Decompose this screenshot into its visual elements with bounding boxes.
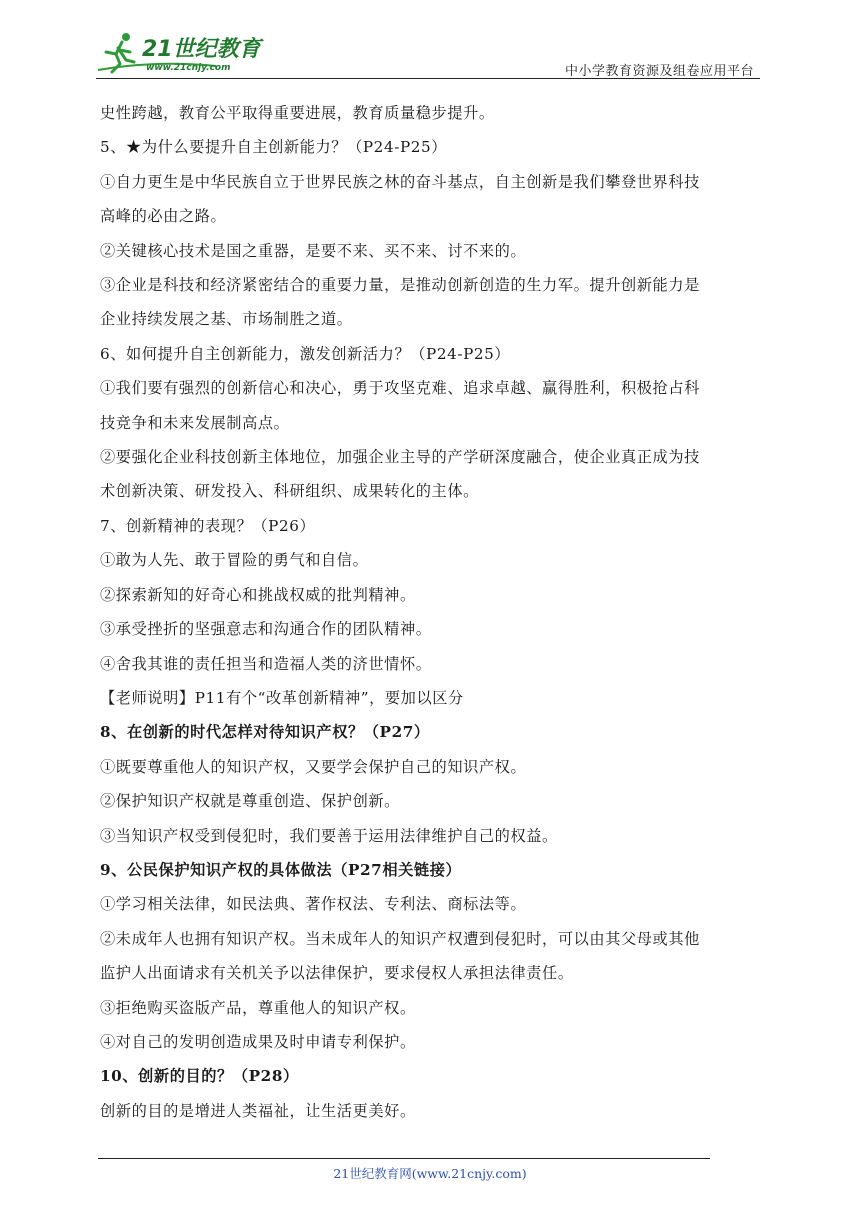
text-line: ②探索新知的好奇心和挑战权威的批判精神。 [100,585,416,604]
text-line: 创新的目的是增进人类福祉，让生活更美好。 [100,1101,416,1120]
text-line: ②保护知识产权就是尊重创造、保护创新。 [100,792,400,811]
text-line: 高峰的必由之路。 [100,207,227,226]
text-line: 5、★为什么要提升自主创新能力？（P24-P25） [100,138,448,157]
text-line: 企业持续发展之基、市场制胜之道。 [100,310,353,329]
text-line: 史性跨越，教育公平取得重要进展，教育质量稳步提升。 [100,104,495,122]
text-line: ②未成年人也拥有知识产权。当未成年人的知识产权遭到侵犯时，可以由其父母或其他 [100,929,700,948]
section-heading: 8、在创新的时代怎样对待知识产权？（P27） [100,723,430,742]
page-header [96,24,760,80]
text-line: ②要强化企业科技创新主体地位，加强企业主导的产学研深度融合，使企业真正成为技 [100,448,700,467]
text-line: ①自力更生是中华民族自立于世界民族之林的奋斗基点，自主创新是我们攀登世界科技 [100,172,700,191]
text-line: ④对自己的发明创造成果及时申请专利保护。 [100,1032,416,1051]
text-line: ③承受挫折的坚强意志和沟通合作的团队精神。 [100,620,432,639]
svg-text:21世纪教育: 21世纪教育 [142,37,261,62]
platform-name: 中小学教育资源及组卷应用平台 [564,64,754,79]
text-line: 7、创新精神的表现？（P26） [100,516,316,535]
text-line: ④舍我其谁的责任担当和造福人类的济世情怀。 [100,654,432,673]
text-line: ③拒绝购买盗版产品，尊重他人的知识产权。 [100,998,416,1017]
footer-text[interactable]: 21世纪教育网(www.21cnjy.com) [333,1166,527,1181]
text-line: ①学习相关法律，如民法典、著作权法、专利法、商标法等。 [100,895,527,914]
text-line: 技竞争和未来发展制高点。 [100,413,290,432]
text-line: 6、如何提升自主创新能力，激发创新活力？（P24-P25） [100,344,511,363]
text-line: 【老师说明】P11有个“改革创新精神”，要加以区分 [100,688,464,707]
text-line: 监护人出面请求有关机关予以法律保护，要求侵权人承担法律责任。 [100,964,574,983]
logo [96,30,276,74]
section-heading: 9、公民保护知识产权的具体做法（P27相关链接） [100,860,462,879]
svg-text:www.21cnjy.com: www.21cnjy.com [146,63,231,73]
text-line: ①既要尊重他人的知识产权，又要学会保护自己的知识产权。 [100,757,527,776]
runner-logo-icon [96,30,276,74]
text-line: ②关键核心技术是国之重器，是要不来、买不来、讨不来的。 [100,241,527,260]
text-line: ③企业是科技和经济紧密结合的重要力量，是推动创新创造的生力军。提升创新能力是 [100,276,700,295]
text-line: 术创新决策、研发投入、科研组织、成果转化的主体。 [100,482,479,501]
footer-divider [98,1158,710,1159]
document-body [100,96,764,1128]
section-heading: 10、创新的目的？（P28） [100,1067,299,1086]
header-divider [96,78,760,79]
text-line: ①我们要有强烈的创新信心和决心，勇于攻坚克难、追求卓越、赢得胜利，积极抢占科 [100,379,700,398]
text-line: ①敢为人先、敢于冒险的勇气和自信。 [100,551,369,570]
text-line: ③当知识产权受到侵犯时，我们要善于运用法律维护自己的权益。 [100,826,558,845]
